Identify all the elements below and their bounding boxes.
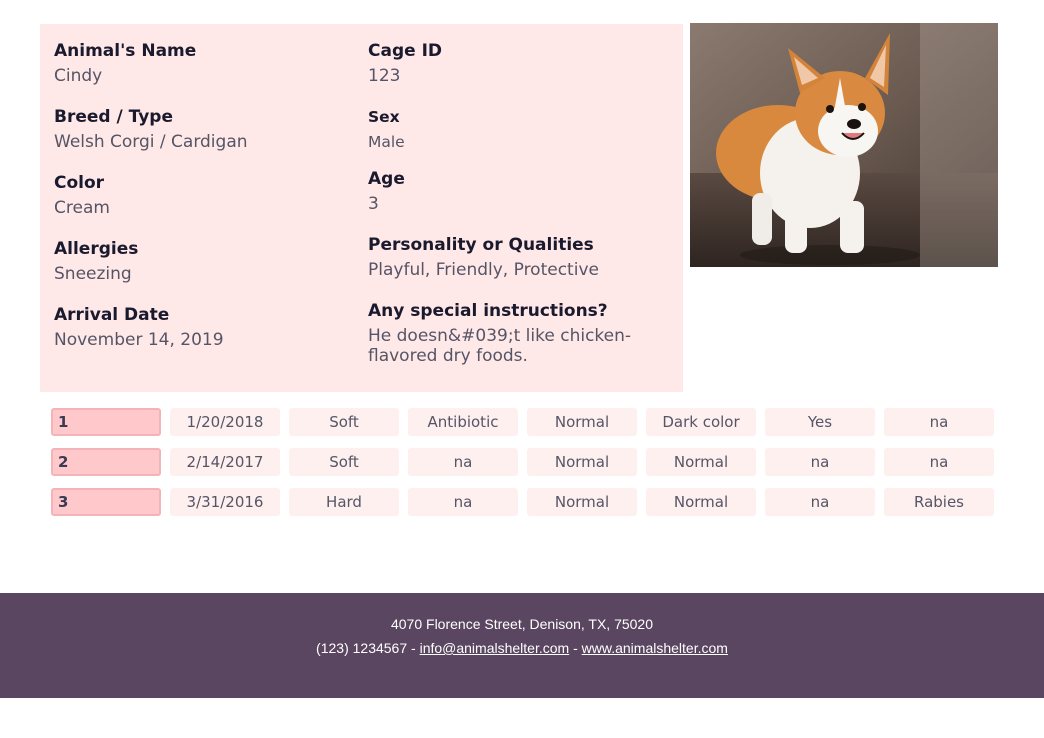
breed-value: Welsh Corgi / Cardigan [54, 132, 248, 152]
table-cell: 3/31/2016 [170, 488, 280, 516]
allergies-value: Sneezing [54, 264, 132, 284]
breed-field [54, 106, 354, 152]
sex-value: Male [368, 133, 405, 151]
name-field [54, 40, 354, 86]
table-cell: Normal [527, 408, 637, 436]
footer-contact-line [0, 640, 1044, 656]
footer-email-link[interactable]: info@animalshelter.com [419, 640, 570, 656]
corgi-photo-illustration [690, 23, 998, 267]
arrival-value: November 14, 2019 [54, 330, 224, 350]
table-cell: na [765, 488, 875, 516]
allergies-label: Allergies [54, 239, 139, 259]
color-label: Color [54, 173, 105, 193]
row-index-cell: 1 [51, 408, 161, 436]
name-value: Cindy [54, 66, 103, 86]
allergies-field [54, 238, 354, 284]
instructions-value: He doesn&#039;t like chicken-flavored dry foods. [368, 326, 632, 366]
age-value: 3 [368, 194, 379, 214]
arrival-label: Arrival Date [54, 305, 170, 325]
footer-separator: - [407, 640, 420, 656]
table-cell: Rabies [884, 488, 994, 516]
table-cell: Antibiotic [408, 408, 518, 436]
color-field [54, 172, 354, 218]
personality-field [368, 234, 668, 280]
row-index-cell: 2 [51, 448, 161, 476]
instructions-field [368, 300, 638, 366]
cage-label: Cage ID [368, 41, 443, 61]
table-cell: na [884, 448, 994, 476]
arrival-field [54, 304, 354, 350]
name-label: Animal's Name [54, 41, 197, 61]
color-value: Cream [54, 198, 110, 218]
cage-field [368, 40, 668, 86]
table-cell: Hard [289, 488, 399, 516]
age-label: Age [368, 169, 405, 189]
age-field [368, 168, 668, 214]
sex-label: Sex [368, 108, 400, 126]
personality-value: Playful, Friendly, Protective [368, 260, 599, 280]
cage-value: 123 [368, 66, 401, 86]
table-cell: Soft [289, 448, 399, 476]
footer [0, 593, 1044, 698]
table-cell: Dark color [646, 408, 756, 436]
animal-photo [690, 23, 998, 267]
table-cell: na [408, 488, 518, 516]
footer-address: 4070 Florence Street, Denison, TX, 75020 [390, 616, 653, 632]
table-cell: Normal [527, 448, 637, 476]
instructions-label: Any special instructions? [368, 301, 608, 321]
table-cell: Normal [527, 488, 637, 516]
table-cell: na [408, 448, 518, 476]
table-cell: Soft [289, 408, 399, 436]
footer-separator: - [569, 640, 582, 656]
footer-phone: (123) 1234567 [316, 640, 408, 656]
breed-label: Breed / Type [54, 107, 173, 127]
footer-website-link[interactable]: www.animalshelter.com [581, 640, 728, 656]
table-cell: 2/14/2017 [170, 448, 280, 476]
table-cell: Yes [765, 408, 875, 436]
table-cell: 1/20/2018 [170, 408, 280, 436]
row-index-cell: 3 [51, 488, 161, 516]
animal-info-card [40, 24, 683, 392]
table-cell: Normal [646, 448, 756, 476]
sex-field [368, 106, 668, 152]
personality-label: Personality or Qualities [368, 235, 594, 255]
table-cell: na [765, 448, 875, 476]
table-cell: na [884, 408, 994, 436]
table-cell: Normal [646, 488, 756, 516]
